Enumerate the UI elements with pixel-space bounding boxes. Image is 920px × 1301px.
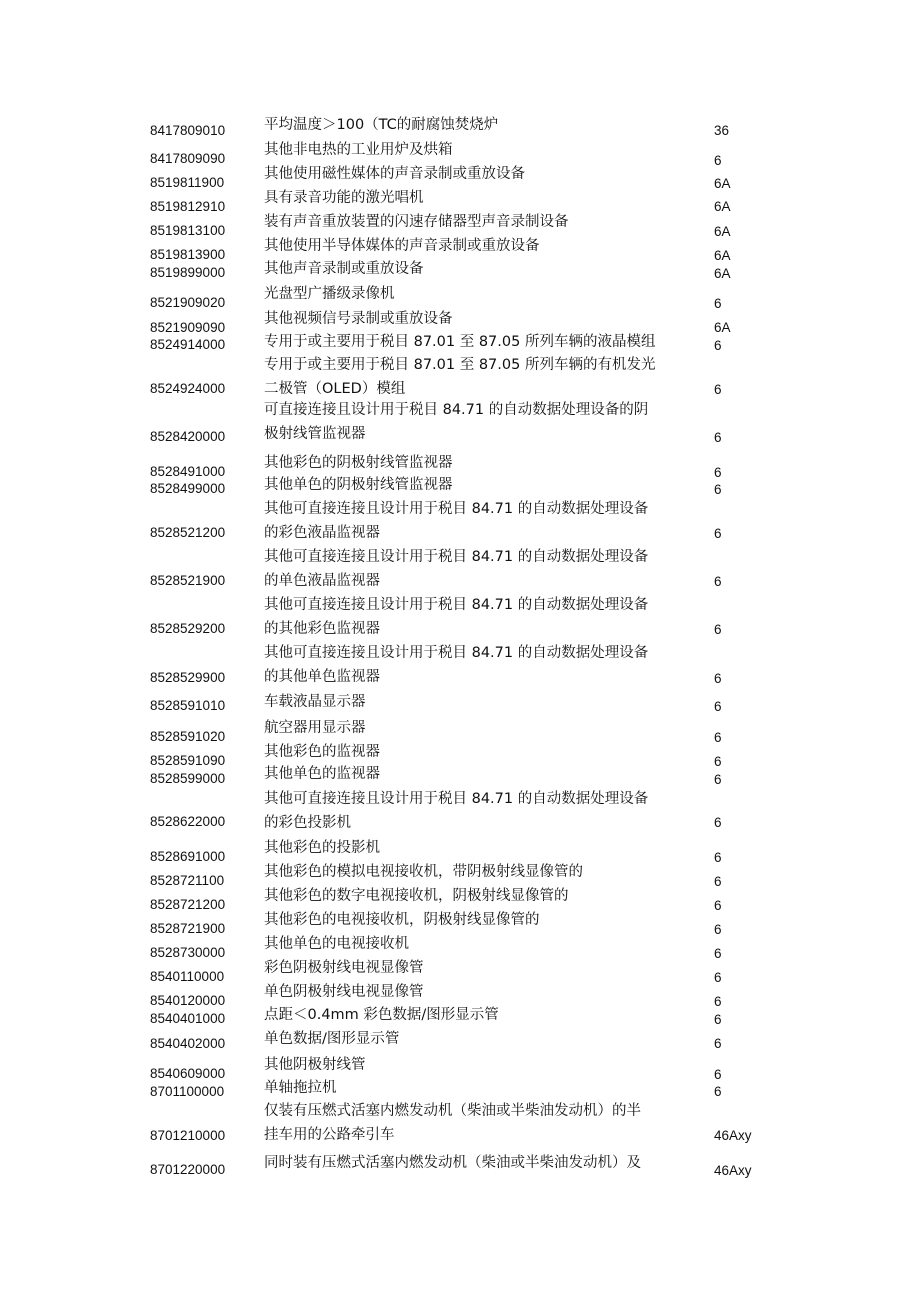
- rate-value: 6: [714, 946, 722, 961]
- product-description: [264, 908, 714, 932]
- hs-code: 8519812910: [150, 199, 226, 214]
- rate-value: 6A: [714, 176, 731, 191]
- hs-code: 8528721100: [150, 873, 225, 888]
- hs-code: 8701100000: [150, 1084, 225, 1099]
- hs-code: 8528591020: [150, 729, 226, 744]
- rate-value: 6: [714, 1012, 722, 1027]
- product-description: [264, 138, 714, 162]
- description-line: 单色阴极射线电视显像管: [264, 984, 424, 1000]
- description-line: 其他单色的电视接收机: [264, 936, 409, 952]
- rate-value: 6A: [714, 199, 731, 214]
- hs-code: 8528521200: [150, 525, 226, 540]
- description-line: 同时装有压燃式活塞内燃发动机（柴油或半柴油发动机）及: [264, 1155, 641, 1171]
- rate-value: 6: [714, 574, 722, 589]
- hs-code: 8528691000: [150, 849, 226, 864]
- hs-code: 8519811900: [150, 175, 225, 190]
- product-description: [264, 1099, 714, 1147]
- hs-code: 8701210000: [150, 1128, 226, 1143]
- hs-code: 8528529200: [150, 621, 226, 636]
- rate-value: 6: [714, 338, 722, 353]
- hs-code: 8540401000: [150, 1011, 226, 1026]
- hs-code: 8519899000: [150, 265, 226, 280]
- description-line: 其他可直接连接且设计用于税目 84.71 的自动数据处理设备: [264, 597, 649, 613]
- description-line: 其他视频信号录制或重放设备: [264, 311, 453, 327]
- hs-code: 8528591090: [150, 753, 226, 768]
- rate-value: 6: [714, 1084, 722, 1099]
- hs-code: 8540609000: [150, 1066, 226, 1081]
- rate-value: 6: [714, 296, 722, 311]
- hs-code: 8528599000: [150, 771, 226, 786]
- product-description: [264, 716, 714, 740]
- hs-code: 8540110000: [150, 969, 225, 984]
- rate-value: 6: [714, 430, 722, 445]
- rate-value: 6A: [714, 248, 731, 263]
- product-description: [264, 932, 714, 956]
- rate-value: 46Axy: [714, 1163, 752, 1178]
- rate-value: 6: [714, 526, 722, 541]
- product-description: [264, 1151, 714, 1175]
- description-line: 其他彩色的监视器: [264, 744, 380, 760]
- description-line: 其他彩色的投影机: [264, 840, 380, 856]
- description-line: 其他单色的阴极射线管监视器: [264, 477, 453, 493]
- description-line: 的彩色液晶监视器: [264, 525, 380, 541]
- description-line: 专用于或主要用于税目 87.01 至 87.05 所列车辆的液晶模组: [264, 334, 656, 350]
- description-line: 其他可直接连接且设计用于税目 84.71 的自动数据处理设备: [264, 501, 649, 517]
- description-line: 的其他单色监视器: [264, 669, 380, 685]
- product-description: [264, 451, 714, 475]
- rate-value: 6: [714, 482, 722, 497]
- hs-code: 8528521900: [150, 573, 226, 588]
- description-line: 其他彩色的模拟电视接收机，带阴极射线显像管的: [264, 864, 583, 880]
- description-line: 其他彩色的数字电视接收机，阴极射线显像管的: [264, 888, 569, 904]
- product-description: [264, 330, 714, 354]
- hs-code: 8540402000: [150, 1036, 226, 1051]
- product-description: [264, 282, 714, 306]
- product-description: [264, 210, 714, 234]
- rate-value: 6: [714, 754, 722, 769]
- rate-value: 6: [714, 850, 722, 865]
- product-description: [264, 162, 714, 186]
- description-line: 挂车用的公路牵引车: [264, 1127, 395, 1143]
- product-description: [264, 641, 714, 689]
- rate-value: 6: [714, 671, 722, 686]
- rate-value: 6: [714, 815, 722, 830]
- description-line: 其他使用半导体媒体的声音录制或重放设备: [264, 238, 540, 254]
- hs-code: 8528622000: [150, 814, 226, 829]
- product-description: [264, 980, 714, 1004]
- description-line: 的彩色投影机: [264, 815, 351, 831]
- rate-value: 6: [714, 922, 722, 937]
- hs-code: 8528721900: [150, 921, 226, 936]
- rate-value: 6: [714, 1036, 722, 1051]
- product-description: [264, 113, 714, 137]
- rate-value: 6A: [714, 266, 731, 281]
- product-description: [264, 234, 714, 258]
- rate-value: 6: [714, 465, 722, 480]
- rate-value: 46Axy: [714, 1128, 752, 1143]
- product-description: [264, 787, 714, 835]
- product-description: [264, 1003, 714, 1027]
- hs-code: 8524914000: [150, 337, 226, 352]
- hs-code: 8417809010: [150, 123, 226, 138]
- hs-code: 8521909020: [150, 295, 226, 310]
- product-description: [264, 884, 714, 908]
- product-description: [264, 593, 714, 641]
- description-line: 光盘型广播级录像机: [264, 286, 395, 302]
- hs-code: 8519813900: [150, 247, 226, 262]
- rate-value: 6: [714, 730, 722, 745]
- description-line: 航空器用显示器: [264, 720, 366, 736]
- rate-value: 6A: [714, 224, 731, 239]
- product-description: [264, 545, 714, 593]
- product-description: [264, 762, 714, 786]
- rate-value: 6: [714, 699, 722, 714]
- description-line: 其他使用磁性媒体的声音录制或重放设备: [264, 166, 525, 182]
- product-description: [264, 1027, 714, 1051]
- hs-code: 8528721200: [150, 897, 226, 912]
- product-description: [264, 956, 714, 980]
- rate-value: 6: [714, 153, 722, 168]
- product-description: [264, 186, 714, 210]
- hs-code: 8528499000: [150, 481, 226, 496]
- rate-value: 6: [714, 772, 722, 787]
- description-line: 其他可直接连接且设计用于税目 84.71 的自动数据处理设备: [264, 549, 649, 565]
- rate-value: 6: [714, 622, 722, 637]
- description-line: 其他可直接连接且设计用于税目 84.71 的自动数据处理设备: [264, 645, 649, 661]
- product-description: [264, 398, 714, 446]
- description-line: 具有录音功能的激光唱机: [264, 190, 424, 206]
- hs-code: 8540120000: [150, 993, 226, 1008]
- rate-value: 6: [714, 1067, 722, 1082]
- hs-code: 8524924000: [150, 381, 226, 396]
- rate-value: 6A: [714, 320, 731, 335]
- description-line: 专用于或主要用于税目 87.01 至 87.05 所列车辆的有机发光: [264, 357, 656, 373]
- product-description: [264, 1076, 714, 1100]
- product-description: [264, 353, 714, 401]
- description-line: 点距＜0.4mm 彩色数据/图形显示管: [264, 1007, 499, 1023]
- description-line: 的单色液晶监视器: [264, 573, 380, 589]
- product-description: [264, 740, 714, 764]
- description-line: 其他阴极射线管: [264, 1057, 366, 1073]
- description-line: 极射线管监视器: [264, 426, 366, 442]
- description-line: 彩色阴极射线电视显像管: [264, 960, 424, 976]
- hs-code: 8417809090: [150, 151, 226, 166]
- description-line: 其他单色的监视器: [264, 766, 380, 782]
- description-line: 其他可直接连接且设计用于税目 84.71 的自动数据处理设备: [264, 791, 649, 807]
- rate-value: 6: [714, 898, 722, 913]
- rate-value: 6: [714, 874, 722, 889]
- description-line: 仅装有压燃式活塞内燃发动机（柴油或半柴油发动机）的半: [264, 1103, 641, 1119]
- product-description: [264, 1053, 714, 1077]
- description-line: 车载液晶显示器: [264, 694, 366, 710]
- hs-code: 8521909090: [150, 320, 226, 335]
- hs-code: 8528730000: [150, 945, 226, 960]
- description-line: 装有声音重放装置的闪速存储器型声音录制设备: [264, 214, 569, 230]
- description-line: 其他彩色的电视接收机，阴极射线显像管的: [264, 912, 540, 928]
- hs-code: 8528420000: [150, 429, 226, 444]
- product-description: [264, 257, 714, 281]
- description-line: 二极管（OLED）模组: [264, 381, 406, 397]
- hs-code: 8528529900: [150, 670, 226, 685]
- product-description: [264, 307, 714, 331]
- description-line: 单色数据/图形显示管: [264, 1031, 400, 1047]
- hs-code: 8528591010: [150, 698, 226, 713]
- product-description: [264, 690, 714, 714]
- description-line: 其他声音录制或重放设备: [264, 261, 424, 277]
- product-description: [264, 473, 714, 497]
- description-line: 其他彩色的阴极射线管监视器: [264, 455, 453, 471]
- hs-code: 8701220000: [150, 1162, 226, 1177]
- description-line: 其他非电热的工业用炉及烘箱: [264, 142, 453, 158]
- hs-code: 8519813100: [150, 223, 226, 238]
- description-line: 的其他彩色监视器: [264, 621, 380, 637]
- product-description: [264, 860, 714, 884]
- rate-value: 6: [714, 382, 722, 397]
- product-description: [264, 836, 714, 860]
- rate-value: 6: [714, 970, 722, 985]
- description-line: 平均温度＞100（TC的耐腐蚀焚烧炉: [264, 117, 499, 133]
- hs-code: 8528491000: [150, 464, 226, 479]
- rate-value: 6: [714, 994, 722, 1009]
- rate-value: 36: [714, 123, 730, 138]
- description-line: 可直接连接且设计用于税目 84.71 的自动数据处理设备的阴: [264, 402, 649, 418]
- product-description: [264, 497, 714, 545]
- description-line: 单轴拖拉机: [264, 1080, 337, 1096]
